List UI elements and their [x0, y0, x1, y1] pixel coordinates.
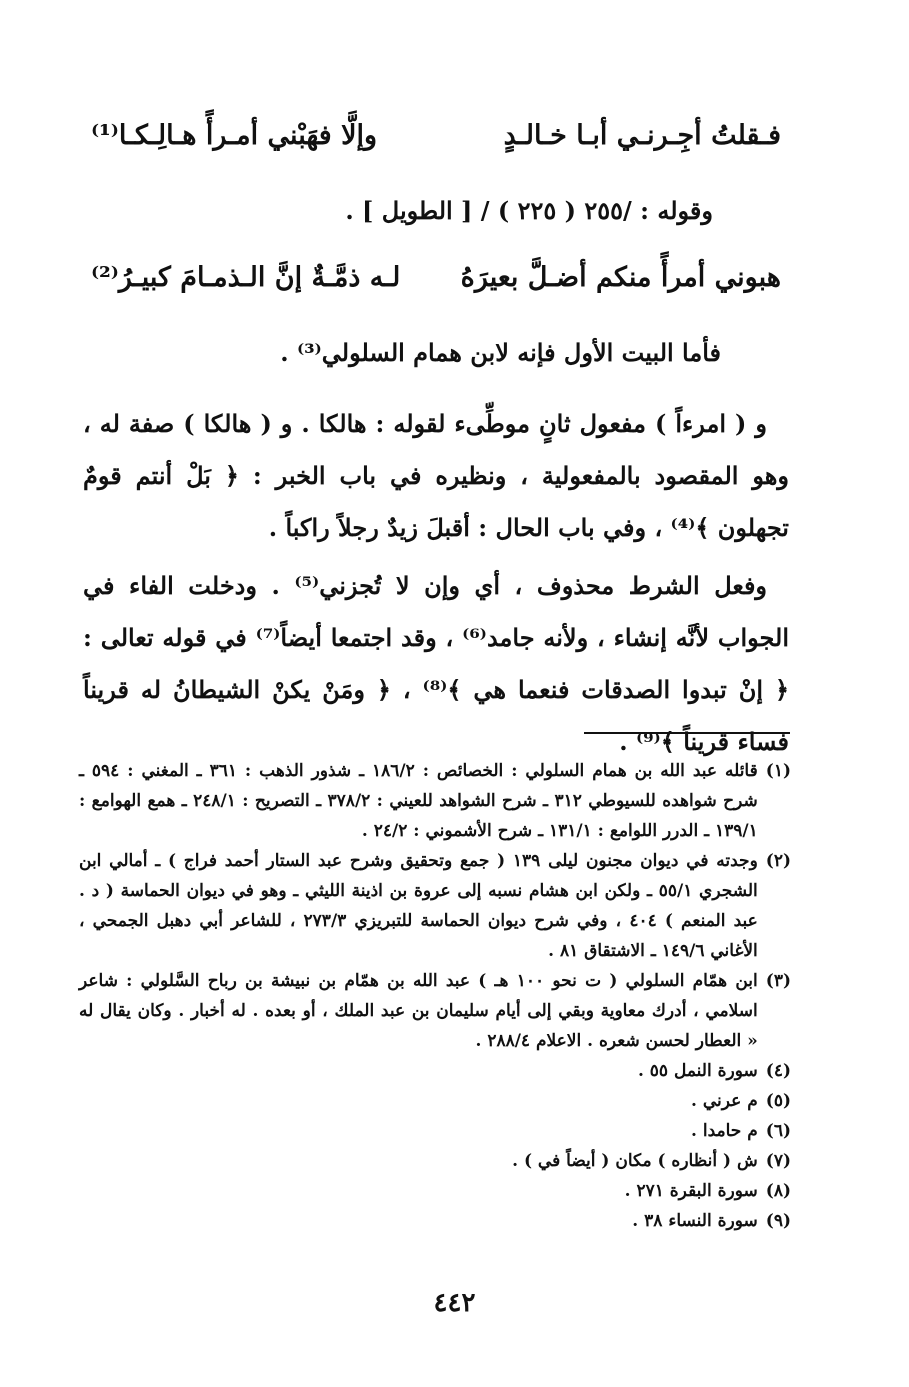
footnote-number: (٣) — [765, 971, 791, 991]
footnote-number: (٦) — [765, 1121, 791, 1141]
footnote-number: (١) — [765, 761, 791, 781]
page-number: ٤٤٢ — [433, 1288, 476, 1318]
footnote-text: سورة البقرة ٢٧١ . — [624, 1181, 758, 1201]
footnote-number: (٢) — [765, 851, 791, 871]
verse-1-second-hemistich: وإلَّا فهَبْني أمـرأً هـالِـكـا⁽¹⁾ — [91, 120, 378, 151]
footnote-text: ش ( أنظاره ) مكان ( أيضاً في ) . — [512, 1151, 758, 1171]
footnote — [79, 1056, 791, 1086]
footnote-text: م حامدا . — [691, 1121, 758, 1141]
footnote-number: (٩) — [765, 1211, 791, 1231]
footnote — [79, 1116, 791, 1146]
verse-2-second-hemistich: لـه ذمَّـةٌ إنَّ الـذمـامَ كبيـرُ⁽²⁾ — [91, 262, 401, 293]
verse-reference: وقوله : /٢٥٥ ( ٢٢٥ ) / [ الطويل ] . — [345, 196, 713, 225]
footnote — [79, 756, 791, 846]
footnote-number: (٨) — [765, 1181, 791, 1201]
footnote-text: ابن همّام السلولي ( ت نحو ١٠٠ هـ ) عبد الله بن همّام بن نبيشة بن رباح السَّلولي : شاعر اسلامي ، أدرك معاوية وبقي إلى أيام سليمان بن عبد الملك ، أو بعده . له أخبار . وكان يقال له « العطار لحسن شعره . الاعلام ٢٨٨/٤ . — [79, 971, 758, 1051]
footnote-text: م عرني . — [691, 1091, 758, 1111]
verse-2-first-hemistich: هبوني أمرأً منكم أضـلَّ بعيرَهُ — [460, 262, 781, 293]
paragraph-1: و ( امرءاً ) مفعول ثانٍ موطِّىء لقوله : هالكا . و ( هالكا ) صفة له ، وهو المقصود بالمفعولية ، ونظيره في باب الخبر : ﴿ بَلْ أنتم قومٌ تجهلون ﴾⁽⁴⁾ ، وفي باب الحال : أقبلَ زيدٌ رجلاً راكباً . — [83, 409, 789, 542]
footnote-text: قائله عبد الله بن همام السلولي : الخصائص : ١٨٦/٢ ـ شذور الذهب : ٣٦١ ـ المغني : ٥٩٤ ـ شرح شواهده للسيوطي ٣١٢ ـ شرح الشواهد للعيني : ٣٧٨/٢ ـ التصريح : ٢٤٨/١ ـ همع الهوامع : ١٣٩/١ ـ الدرر اللوامع : ١٣١/١ ـ شرح الأشموني : ٢٤/٢ . — [79, 761, 758, 841]
footnote-number: (٧) — [765, 1151, 791, 1171]
footnote — [79, 1206, 791, 1236]
footnote-text: سورة النساء ٣٨ . — [632, 1211, 758, 1231]
footnote — [79, 966, 791, 1056]
footnote-text: وجدته في ديوان مجنون ليلى ١٣٩ ( جمع وتحقيق وشرح عبد الستار أحمد فراج ) ـ أمالي ابن الشجري ٥٥/١ ـ ولكن ابن هشام نسبه إلى عروة بن اذينة الليثي ـ وهو في ديوان الحماسة ( د . عبد المنعم ) ٤٠٤ ، وفي شرح ديوان الحماسة للتبريزي ٢٧٣/٣ ، للشاعر أبي دهبل الجمحي ، الأغاني ١٤٩/٦ ـ الاشتقاق ٨١ . — [79, 851, 758, 961]
verse-line-1 — [91, 120, 781, 151]
footnote-text: سورة النمل ٥٥ . — [637, 1061, 758, 1081]
footnote — [79, 1146, 791, 1176]
footnote — [79, 1086, 791, 1116]
attribution-line: فأما البيت الأول فإنه لابن همام السلولي⁽³⁾ . — [280, 338, 721, 367]
footnote-number: (٤) — [765, 1061, 791, 1081]
paragraph-2: وفعل الشرط محذوف ، أي وإن لا تُجزني⁽⁵⁾ . ودخلت الفاء في الجواب لأنَّه إنشاء ، ولأنه جامد⁽⁶⁾ ، وقد اجتمعا أيضاً⁽⁷⁾ في قوله تعالى : ﴿ إنْ تبدوا الصدقات فنعما هي ﴾⁽⁸⁾ ، ﴿ ومَنْ يكنْ الشيطانُ له قريناً فساء قريناً ﴾⁽⁹⁾ . — [83, 571, 790, 756]
footnote — [79, 846, 791, 966]
verse-1-first-hemistich: فـقلتُ أجِـرنـي أبـا خـالـدٍ — [503, 120, 781, 151]
footnotes — [79, 756, 791, 1236]
footnote — [79, 1176, 791, 1206]
footnote-separator — [584, 732, 790, 734]
footnote-number: (٥) — [765, 1091, 791, 1111]
verse-line-2 — [91, 262, 781, 293]
